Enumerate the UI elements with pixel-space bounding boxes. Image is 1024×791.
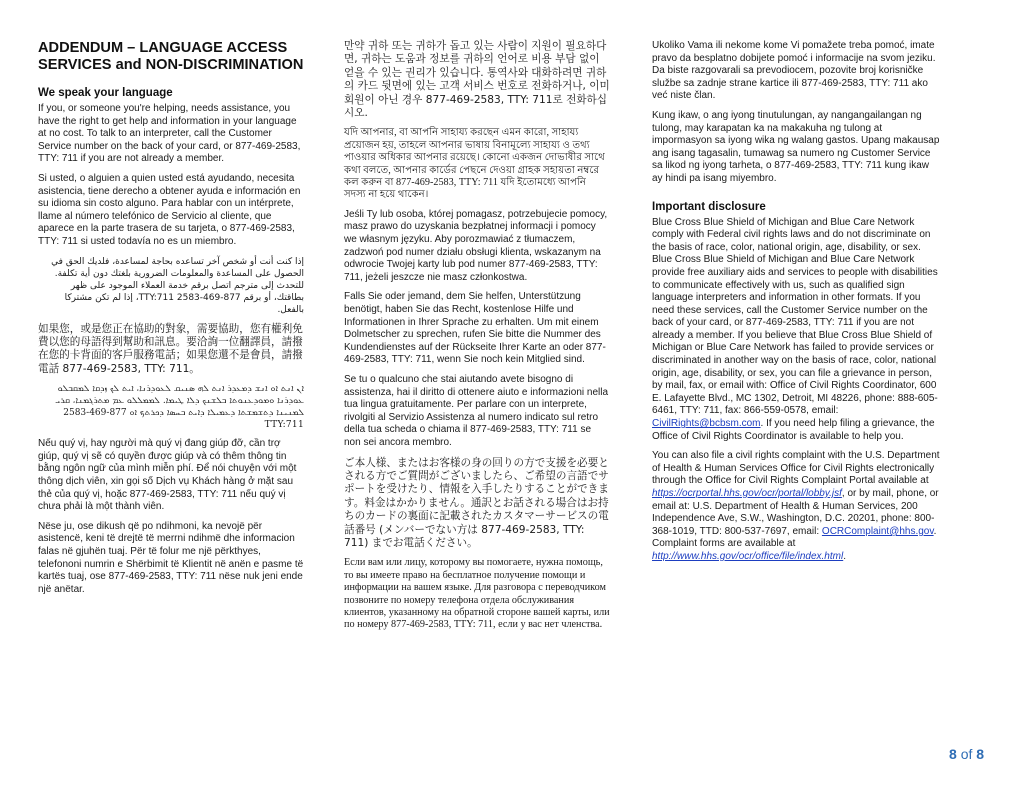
paragraph-russian: Если вам или лицу, которому вы помогаете, нужна помощь, то вы имеете право на бесплатное получение помощи и информации на вашем языке. Для разговора с переводчиком позвоните по номеру телефона отдела обслуживания клиентов, указанному на обратной стороне вашей карты, или по номеру 877-469-2583, TTY: 711, если у вас нет членства. [344, 557, 610, 631]
paragraph-korean: 만약 귀하 또는 귀하가 돕고 있는 사람이 지원이 필요하다면, 귀하는 도움과 정보를 귀하의 언어로 비용 부담 없이 얻을 수 있는 권리가 있습니다. 통역사와 대화하려면 귀하의 카드 뒷면에 있는 고객 서비스 번호로 전화하거나, 이미 회원이 아닌 경우 877-469-2583, TTY: 711로 전화하십시오. [344, 40, 610, 120]
paragraph-vietnamese: Nếu quý vị, hay người mà quý vị đang giúp đỡ, cần trợ giúp, quý vị sẽ có quyền được giúp và có thêm thông tin bằng ngôn ngữ của mình miễn phí. Để nói chuyện với một thông dịch viên, xin gọi số Dịch vụ Khách hàng ở mặt sau thẻ của quý vị, hoặc 877-469-2583, TTY: 711 nếu quý vị chưa phải là một thành viên. [38, 438, 297, 513]
complaint-text-end: . [843, 550, 846, 562]
page-title: ADDENDUM – LANGUAGE ACCESS SERVICES and NON-DISCRIMINATION [38, 40, 304, 73]
page-of: of [960, 746, 973, 762]
ocr-complaint-email-link[interactable]: OCRComplaint@hhs.gov [821, 525, 934, 537]
column-left [38, 40, 304, 603]
paragraph-japanese: ご本人様、またはお客様の身の回りの方で支援を必要とされる方でご質問がございましたら、ご希望の言語でサポートを受けたり、情報を入手したりすることができます。料金はかかりません。通訳とお話される場合はお持ちのカードの裏面に記載されたカスタマーサービスの電話番号 (メンバーでない方は 877-469-2583, TTY: 711) までお電話ください。 [344, 456, 609, 549]
page-current: 8 [949, 746, 957, 762]
disclosure-text-end: . If you need help filing a grievance, the Office of Civil Rights Coordinator is available to help you. [652, 418, 935, 442]
paragraph-spanish: Si usted, o alguien a quien usted está ayudando, necesita asistencia, tiene derecho a obtener ayuda e información en su idioma sin costo alguno. Para hablar con un intérprete, llame al número telefónico de Servicio al cliente, que aparece en la parte trasera de su tarjeta, o 877-469-2583, TTY: 711 si usted todavía no es un miembro. [38, 172, 301, 247]
page-total: 8 [976, 746, 985, 762]
paragraph-complaint [652, 450, 940, 563]
paragraph-arabic: إذا كنت أنت أو شخص آخر تساعده بحاجة لمساعدة، فلديك الحق في الحصول على المساعدة والمعلومات الضرورية بلغتك دون أية تكلفة. للتحدث إلى مترجم اتصل برقم خدمة العملاء الموجود على ظهر بطاقتك، أو برقم 877-469-2583 TTY:711، إذا لم تكن مشتركا بالفعل. [51, 256, 304, 315]
column-right [652, 40, 940, 571]
ocr-portal-link[interactable]: https://ocrportal.hhs.gov/ocr/portal/lobby.jsf [652, 488, 842, 499]
paragraph-tagalog: Kung ikaw, o ang iyong tinutulungan, ay nangangailangan ng tulong, may karapatan ka na makakuha ng tulong at impormasyon sa iyong wika ng walang gastos. Upang makausap ang isang tagasalin, tumawag sa numero ng Customer Service sa likod ng iyong tarheta, o 877-469-2583, TTY: 711 kung ikaw ay hindi pa isang miyembro. [652, 109, 940, 184]
paragraph-polish: Jeśli Ty lub osoba, której pomagasz, potrzebujecie pomocy, masz prawo do uzyskania bezpłatnej informacji i pomocy we własnym języku. Aby porozmawiać z tłumaczem, zadzwoń pod numer działu obsługi klienta, wskazanym na odwrocie Twojej karty lub pod numer 877-469-2583, TTY: 711, jeżeli jeszcze nie masz członkostwa. [344, 208, 608, 283]
paragraph-bengali: যদি আপনার, বা আপনি সাহায্য করছেন এমন কারো, সাহায্য প্রয়োজন হয়, তাহলে আপনার ভাষায় বিনামূল্যে সাহায্য ও তথ্য পাওয়ার অধিকার আপনার রয়েছে। কোনো একজন দোভাষীর সাথে কথা বলতে, আপনার কার্ডের পেছনে দেওয়া গ্রাহক সহায়তা নম্বরে কল করুন বা 877-469-2583, TTY: 711 যদি ইতোমধ্যে আপনি সদস্য না হয়ে থাকেন। [344, 127, 605, 201]
paragraph-serbo-croatian: Ukoliko Vama ili nekome kome Vi pomažete treba pomoć, imate pravo da besplatno dobijete pomoć i informacije na svom jeziku. Da biste razgovarali sa prevodiocem, pozovite broj korisničke službe sa zadnje strane kartice ili 877-469-2583, TTY: 711 ako već niste član. [652, 40, 936, 102]
page-number [949, 746, 984, 762]
paragraph-english: If you, or someone you're helping, needs assistance, you have the right to get help and information in your language at no cost. To talk to an interpreter, call the Customer Service number on the back of your card, or 877-469-2583, TTY: 711 if you are not already a member. [38, 103, 301, 165]
paragraph-albanian: Nëse ju, ose dikush që po ndihmoni, ka nevojë për asistencë, keni të drejtë të merrni ndihmë dhe informacion falas në gjuhën tuaj. Për të folur me një përkthyes, telefononi numrin e Shërbimit të Klientit në anën e pasme të kartës tuaj, ose 877-469-2583, TTY: 711 nëse nuk jeni ende një anëtar. [38, 520, 304, 595]
complaint-forms-link[interactable]: http://www.hhs.gov/ocr/office/file/index.html [652, 550, 844, 562]
section-heading-we-speak: We speak your language [38, 87, 173, 99]
paragraph-disclosure [652, 217, 940, 444]
complaint-text-middle: , or by mail, phone, or email at: U.S. Department of Health & Human Services, 200 Independence Ave, S.W., Washington, D.C. 20201, phone: 800-368-1019, TTD: 800-537-7697, email: [652, 488, 939, 537]
complaint-text: You can also file a civil rights complaint with the U.S. Department of Health & Human Services Office for Civil Rights electronically through the Office for Civil Rights Complaint Portal available at [652, 450, 940, 487]
civil-rights-email-link[interactable]: CivilRights@bcbsm.com [652, 418, 761, 430]
paragraph-german: Falls Sie oder jemand, dem Sie helfen, Unterstützung benötigt, haben Sie das Recht, kostenlose Hilfe und Informationen in Ihrer Sprache zu erhalten. Um mit einem Dolmetscher zu sprechen, rufen Sie bitte die Nummer des Kundendienstes auf der Rückseite Ihrer Karte an oder 877-469-2583, TTY: 711, wenn Sie noch kein Mitglied sind. [344, 291, 606, 366]
column-middle [344, 40, 610, 639]
section-heading-disclosure: Important disclosure [652, 200, 766, 213]
disclosure-text: Blue Cross Blue Shield of Michigan and Blue Care Network comply with Federal civil rights laws and do not discriminate on the basis of race, color, national origin, age, disability, or sex. Blue Cross Blue Shield of Michigan and Blue Care Network provide free auxiliary aids and services to people with disabilities to communicate effectively with us, such as qualified sign language interpreters and information in other formats. If you need these services, call the Customer Service number on the back of your card, or 877-469-2583, TTY: 711 if you are not already a member. If you believe that Blue Cross Blue Shield of Michigan or Blue Care Network has failed to provide services or discriminated in another way on the basis of race, color, national origin, age, disability, or sex, you can file a grievance in person, by mail, fax, or email with: Office of Civil Rights Coordinator, 600 E. Lafayette Blvd., MC 1302, Detroit, MI 48226, phone: 888-605-6461, TTY: 711, fax: 866-559-0578, email: [652, 216, 938, 417]
paragraph-syriac: ܐܢ ܐܢܬ ܐܘ ܐܢܫ ܕܡܥܕܪ ܐܢܬ ܠܗ ܣܢܝܩ ܠܥܘܕܪܢܐ، ܐܝܬ ܠܟ ܙܕܩܐ ܠܡܩܒܠܘ ܥܘܕܪܢܐ ܘܡܘܕܥܢܘܬܐ ܒܠܫܢܟ ܕܠܐ ܛܝܡܐ. ܠܡܡܠܠܘ ܥܡ ܡܬܪܓܡܢܐ، ܩܪܝ ܠܡܢܝܢܐ ܕܬܫܡܫܬܐ ܕܥܡܝܠܐ ܕܐܝܬ ܒܚܣܐ ܕܟܪܬܟ ܐܘ 877-469-2583 TTY:711 [55, 384, 304, 431]
paragraph-chinese: 如果您，或是您正在協助的對象，需要協助，您有權利免費以您的母語得到幫助和訊息。要洽詢一位翻譯員，請撥在您的卡背面的客戶服務電話；如果您還不是會員，請撥電話 877-469-2583, TTY: 711。 [38, 322, 303, 375]
paragraph-italian: Se tu o qualcuno che stai aiutando avete bisogno di assistenza, hai il diritto di ottenere aiuto e informazioni nella tua lingua gratuitamente. Per parlare con un interprete, rivolgiti al Servizio Assistenza al numero indicato sul retro della tua scheda o chiama il 877-469-2583, TTY: 711 se non sei ancora membro. [344, 374, 609, 448]
complaint-text-after: . Complaint forms are available at [652, 525, 937, 550]
